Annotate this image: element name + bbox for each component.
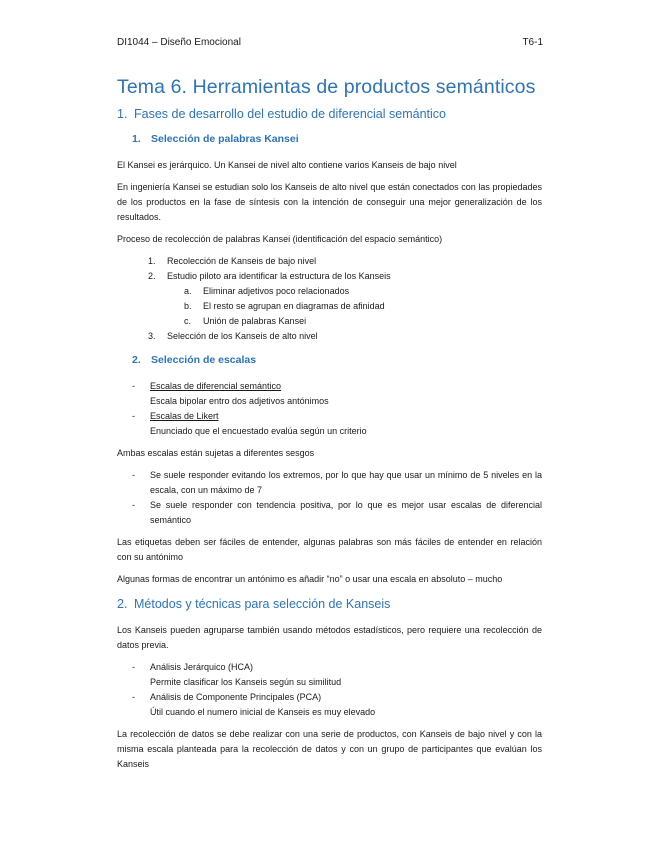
list-marker: - (132, 692, 135, 702)
paragraph-collection-process: Proceso de recolección de palabras Kansei (identificación del espacio semántico) (117, 234, 443, 244)
list-item-text: Unión de palabras Kansei (203, 316, 307, 326)
list-item-content (150, 379, 542, 409)
method-description: Útil cuando el numero inicial de Kanseis es muy elevado (150, 707, 376, 717)
list-item-text: Se suele responder evitando los extremos, por lo que hay que usar un mínimo de 5 niveles en la escala, con un máximo de 7 (150, 470, 542, 495)
scale-title: Escalas de Likert (150, 411, 219, 421)
list-marker: a. (184, 286, 192, 296)
list-item-text: El resto se agrupan en diagramas de afinidad (203, 301, 385, 311)
list-item (117, 299, 542, 314)
list-marker: b. (184, 301, 192, 311)
paragraph-kansei-hierarchy: El Kansei es jerárquico. Un Kansei de nivel alto contiene varios Kanseis de bajo nivel (117, 160, 457, 170)
list-item-content (150, 690, 542, 720)
list-item (117, 284, 542, 299)
paragraph-data-collection: La recolección de datos se debe realizar con una serie de productos, con Kanseis de bajo nivel y con la misma escala planteada para la recolección de datos y con un grupo de participantes que evalúan los Kanseis (117, 729, 542, 769)
list-marker: - (132, 662, 135, 672)
scale-description: Escala bipolar entro dos adjetivos antónimos (150, 396, 329, 406)
list-item (117, 254, 542, 269)
scale-description: Enunciado que el encuestado evalúa según un criterio (150, 426, 367, 436)
list-item (117, 409, 542, 439)
list-item (117, 660, 542, 690)
section-1-heading (117, 107, 542, 121)
list-marker: - (132, 470, 135, 480)
methods-list (117, 660, 542, 720)
section-2-number: 2. (117, 597, 128, 611)
paragraph-biases: Ambas escalas están sujetas a diferentes sesgos (117, 448, 315, 458)
list-item (117, 329, 542, 344)
list-item-text: Eliminar adjetivos poco relacionados (203, 286, 350, 296)
list-item (117, 269, 542, 284)
subsection-1-number: 1. (132, 133, 141, 145)
scale-types-list (117, 379, 542, 439)
list-item (117, 314, 542, 329)
list-item-text: Selección de los Kanseis de alto nivel (167, 331, 318, 341)
paragraph-antonyms: Algunas formas de encontrar un antónimo es añadir “no” o usar una escala en absoluto – mucho (117, 574, 503, 584)
page-header (117, 37, 543, 48)
list-item-content (150, 660, 542, 690)
header-course: DI1044 – Diseño Emocional (117, 37, 241, 48)
list-item-content (150, 409, 542, 439)
document-body (117, 76, 542, 779)
subsection-1-heading (132, 133, 542, 145)
subsection-2-number: 2. (132, 354, 141, 366)
list-marker: c. (184, 316, 192, 326)
pilot-substeps-list (117, 284, 542, 329)
collection-steps-list (117, 254, 542, 344)
subsection-1-title: Selección de palabras Kansei (151, 133, 299, 145)
section-1-title: Fases de desarrollo del estudio de diferencial semántico (134, 107, 446, 121)
list-marker: 1. (148, 256, 156, 266)
list-item-text: Recolección de Kanseis de bajo nivel (167, 256, 317, 266)
list-item (117, 468, 542, 498)
list-marker: - (132, 500, 135, 510)
list-item-text: Se suele responder con tendencia positiva, por lo que es mejor usar escalas de diferencial semántico (150, 500, 542, 525)
list-item (117, 498, 542, 528)
subsection-2-title: Selección de escalas (151, 354, 257, 366)
section-2-heading (117, 597, 542, 611)
list-item (117, 690, 542, 720)
section-1-number: 1. (117, 107, 128, 121)
scale-title: Escalas de diferencial semántico (150, 381, 282, 391)
list-marker: 2. (148, 271, 156, 281)
method-title: Análisis Jerárquico (HCA) (150, 662, 254, 672)
section-2-title: Métodos y técnicas para selección de Kanseis (134, 597, 391, 611)
header-page-code: T6-1 (522, 37, 543, 48)
paragraph-kansei-engineering: En ingeniería Kansei se estudian solo los Kanseis de alto nivel que están conectados con las propiedades de los productos en la fase de síntesis con la intención de conseguir una mejor generalización de los resultados. (117, 182, 542, 222)
subsection-2-heading (132, 354, 542, 366)
biases-list (117, 468, 542, 528)
document-title: Tema 6. Herramientas de productos semánticos (117, 76, 536, 98)
list-marker: - (132, 411, 135, 421)
paragraph-labels: Las etiquetas deben ser fáciles de entender, algunas palabras son más fáciles de entender en relación con su antónimo (117, 537, 542, 562)
list-item (117, 379, 542, 409)
sub-list-container (117, 284, 542, 329)
list-marker: - (132, 381, 135, 391)
list-item-text: Estudio piloto ara identificar la estructura de los Kanseis (167, 271, 391, 281)
method-title: Análisis de Componente Principales (PCA) (150, 692, 322, 702)
list-marker: 3. (148, 331, 156, 341)
paragraph-statistical-methods: Los Kanseis pueden agruparse también usando métodos estadísticos, pero requiere una recolección de datos previa. (117, 625, 542, 650)
method-description: Permite clasificar los Kanseis según su similitud (150, 677, 342, 687)
